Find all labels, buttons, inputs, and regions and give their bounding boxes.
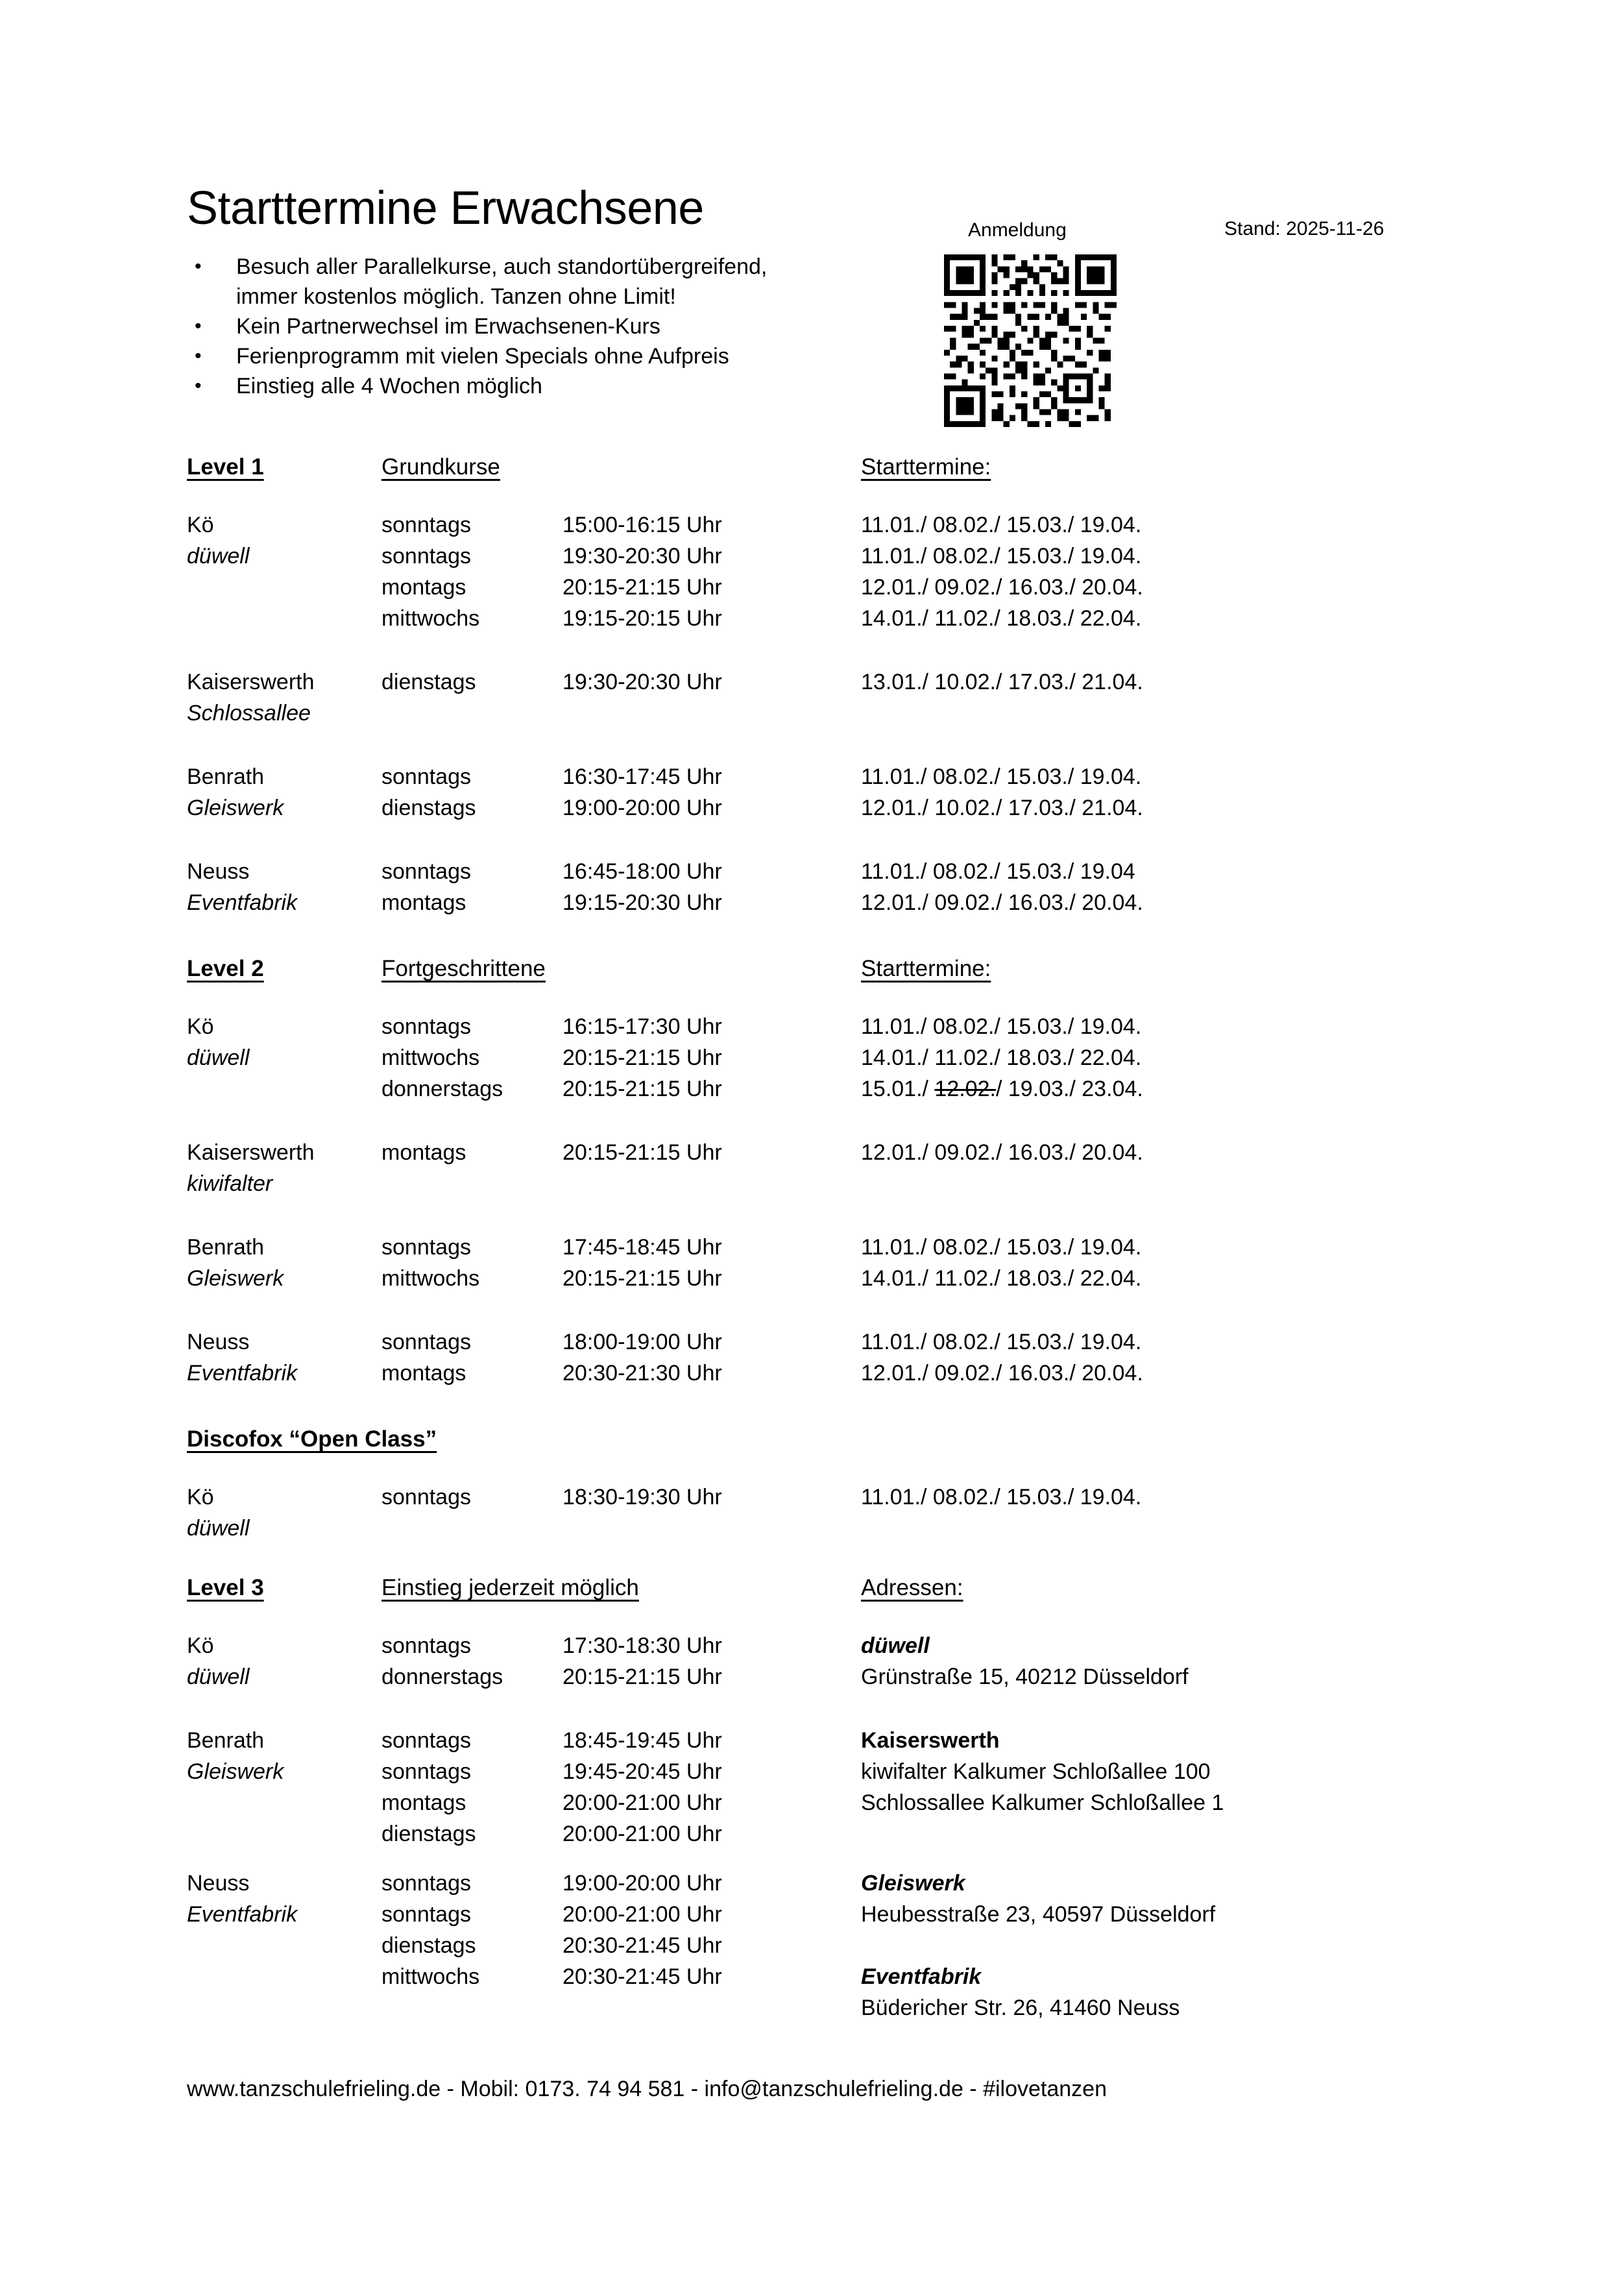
table-row [0, 1266, 1622, 1297]
address-venue-name: düwell [861, 1633, 930, 1658]
start-dates-text: 11.01./ 08.02./ 15.03./ 19.04. [861, 544, 1142, 568]
table-row [0, 1045, 1622, 1077]
section-subheading-level3: Einstieg jederzeit möglich [381, 1575, 639, 1600]
list-item-label: Besuch aller Parallelkurse, auch standortübergreifend, [236, 254, 768, 279]
table-row [0, 796, 1622, 827]
list-item [187, 311, 920, 341]
time-cell: 20:30-21:45 Uhr [563, 1964, 722, 1989]
weekday-cell: mittwochs [381, 1266, 480, 1291]
time-cell: 20:15-21:15 Uhr [563, 1077, 722, 1101]
location-name: Kö [187, 1014, 214, 1039]
start-dates-cell [861, 1235, 1141, 1260]
weekday-cell: sonntags [381, 1871, 471, 1896]
weekday-cell: sonntags [381, 544, 471, 568]
time-cell: 20:15-21:15 Uhr [563, 1140, 722, 1165]
weekday-cell: sonntags [381, 1902, 471, 1927]
address-line: kiwifalter Kalkumer Schloßallee 100 [861, 1759, 1211, 1784]
time-cell: 19:30-20:30 Uhr [563, 544, 722, 568]
table-row [0, 1330, 1622, 1361]
time-cell: 18:00-19:00 Uhr [563, 1330, 722, 1354]
table-row [0, 764, 1622, 796]
table-row [0, 890, 1622, 922]
start-dates-text: 15.01./ [861, 1077, 935, 1101]
weekday-cell: montags [381, 890, 466, 915]
start-dates-cell [861, 606, 1141, 631]
start-dates-text: 11.01./ 08.02./ 15.03./ 19.04 [861, 859, 1135, 884]
start-dates-cell [861, 1485, 1141, 1510]
table-row [0, 670, 1622, 701]
start-dates-cell [861, 890, 1143, 916]
table-row [0, 1728, 1622, 1759]
weekday-cell: montags [381, 1140, 466, 1165]
weekday-cell: dienstags [381, 796, 476, 820]
venue-name: düwell [187, 1045, 250, 1070]
start-dates-cell [861, 1330, 1141, 1355]
weekday-cell: sonntags [381, 1485, 471, 1509]
time-cell: 16:30-17:45 Uhr [563, 764, 722, 789]
time-cell: 19:15-20:15 Uhr [563, 606, 722, 631]
time-cell: 20:30-21:30 Uhr [563, 1361, 722, 1386]
time-cell: 20:15-21:15 Uhr [563, 1665, 722, 1689]
table-row [0, 1516, 1622, 1547]
weekday-cell: sonntags [381, 513, 471, 537]
weekday-cell: sonntags [381, 1633, 471, 1658]
start-dates-cell [861, 1077, 1143, 1102]
start-dates-text: / 19.03./ 23.04. [995, 1077, 1143, 1101]
section-dates-heading-level2: Starttermine: [861, 956, 991, 981]
table-row [0, 1140, 1622, 1171]
section-subheading-level2: Fortgeschrittene [381, 956, 546, 981]
start-dates-text: 12.01./ 09.02./ 16.03./ 20.04. [861, 575, 1143, 600]
weekday-cell: montags [381, 575, 466, 600]
bullet-icon: • [195, 345, 202, 367]
anmeldung-label: Anmeldung [968, 219, 1067, 241]
list-item-label: Einstieg alle 4 Wochen möglich [236, 374, 542, 398]
list-item-label: Kein Partnerwechsel im Erwachsenen-Kurs [236, 314, 660, 339]
table-row [0, 1665, 1622, 1696]
table-row [0, 1235, 1622, 1266]
stand-date-label: Stand: 2025-11-26 [1224, 218, 1385, 239]
time-cell: 19:00-20:00 Uhr [563, 1871, 722, 1896]
section-heading-level2: Level 2 [187, 956, 264, 981]
location-name: Neuss [187, 1871, 250, 1896]
table-row [0, 1485, 1622, 1516]
start-dates-text: 14.01./ 11.02./ 18.03./ 22.04. [861, 606, 1142, 631]
time-cell: 19:30-20:30 Uhr [563, 670, 722, 694]
location-name: Kaiserswerth [187, 670, 315, 694]
start-dates-text: 14.01./ 11.02./ 18.03./ 22.04. [861, 1045, 1142, 1070]
time-cell: 16:45-18:00 Uhr [563, 859, 722, 884]
venue-name: Gleiswerk [187, 1266, 284, 1291]
table-row [0, 1633, 1622, 1665]
address-line: Büdericher Str. 26, 41460 Neuss [861, 1996, 1180, 2020]
table-row [0, 1077, 1622, 1108]
weekday-cell: mittwochs [381, 1045, 480, 1070]
table-row [0, 513, 1622, 544]
section-heading-level1: Level 1 [187, 454, 264, 480]
venue-name: Gleiswerk [187, 1759, 284, 1784]
table-row [0, 1902, 1622, 1933]
section-subheading-level1: Grundkurse [381, 454, 500, 480]
page-title: Starttermine Erwachsene [187, 182, 704, 234]
section-dates-heading-level3: Adressen: [861, 1575, 963, 1600]
venue-name: Gleiswerk [187, 796, 284, 820]
location-name: Neuss [187, 859, 250, 884]
weekday-cell: sonntags [381, 1759, 471, 1784]
bullet-icon: • [195, 315, 202, 337]
time-cell: 15:00-16:15 Uhr [563, 513, 722, 537]
list-item-label: immer kostenlos möglich. Tanzen ohne Limit! [236, 284, 676, 309]
time-cell: 20:15-21:15 Uhr [563, 1045, 722, 1070]
weekday-cell: dienstags [381, 670, 476, 694]
start-dates-cell [861, 1361, 1143, 1386]
start-dates-cell [861, 1266, 1141, 1291]
venue-name: Eventfabrik [187, 890, 298, 915]
list-item [187, 341, 920, 371]
table-row [0, 1361, 1622, 1392]
address-line: Grünstraße 15, 40212 Düsseldorf [861, 1665, 1189, 1689]
weekday-cell: sonntags [381, 859, 471, 884]
time-cell: 20:30-21:45 Uhr [563, 1933, 722, 1958]
table-row [0, 575, 1622, 606]
start-dates-text: 11.01./ 08.02./ 15.03./ 19.04. [861, 513, 1142, 537]
start-dates-cell [861, 670, 1143, 695]
location-name: Benrath [187, 764, 265, 789]
cancelled-date: 12.02. [934, 1077, 996, 1101]
start-dates-cell [861, 513, 1141, 538]
start-dates-cell [861, 1014, 1141, 1040]
table-row [0, 859, 1622, 890]
bullet-list [187, 252, 920, 401]
table-row [0, 1933, 1622, 1964]
location-name: Neuss [187, 1330, 250, 1354]
table-row [0, 1790, 1622, 1822]
start-dates-cell [861, 764, 1141, 790]
start-dates-text: 12.01./ 10.02./ 17.03./ 21.04. [861, 796, 1143, 820]
table-row [0, 1171, 1622, 1203]
table-row [0, 1871, 1622, 1902]
weekday-cell: montags [381, 1361, 466, 1386]
weekday-cell: mittwochs [381, 1964, 480, 1989]
location-name: Kö [187, 513, 214, 537]
weekday-cell: sonntags [381, 764, 471, 789]
table-row [0, 1822, 1622, 1853]
address-venue-name: Kaiserswerth [861, 1728, 1000, 1753]
time-cell: 18:45-19:45 Uhr [563, 1728, 722, 1753]
weekday-cell: sonntags [381, 1014, 471, 1039]
qr-code-icon [944, 254, 1117, 427]
time-cell: 19:00-20:00 Uhr [563, 796, 722, 820]
venue-name: düwell [187, 544, 250, 568]
time-cell: 20:00-21:00 Uhr [563, 1790, 722, 1815]
start-dates-text: 11.01./ 08.02./ 15.03./ 19.04. [861, 1014, 1142, 1039]
list-item [187, 252, 920, 311]
venue-name: düwell [187, 1516, 250, 1541]
start-dates-cell [861, 575, 1143, 600]
section-heading-discofox: Discofox “Open Class” [187, 1426, 437, 1452]
address-line: Schlossallee Kalkumer Schloßallee 1 [861, 1790, 1224, 1815]
venue-name: düwell [187, 1665, 250, 1689]
time-cell: 19:15-20:30 Uhr [563, 890, 722, 915]
address-venue-name: Eventfabrik [861, 1964, 982, 1989]
start-dates-text: 14.01./ 11.02./ 18.03./ 22.04. [861, 1266, 1142, 1291]
location-name: Benrath [187, 1728, 265, 1753]
section-dates-heading-level1: Starttermine: [861, 454, 991, 480]
start-dates-cell [861, 1140, 1143, 1166]
venue-name: kiwifalter [187, 1171, 273, 1196]
start-dates-cell [861, 859, 1135, 885]
start-dates-cell [861, 544, 1141, 569]
bullet-icon: • [195, 256, 202, 277]
start-dates-text: 11.01./ 08.02./ 15.03./ 19.04. [861, 1235, 1142, 1260]
list-item [187, 371, 920, 401]
weekday-cell: donnerstags [381, 1665, 503, 1689]
weekday-cell: dienstags [381, 1822, 476, 1846]
location-name: Kö [187, 1485, 214, 1509]
start-dates-cell [861, 796, 1143, 821]
weekday-cell: donnerstags [381, 1077, 503, 1101]
start-dates-text: 12.01./ 09.02./ 16.03./ 20.04. [861, 1140, 1143, 1165]
time-cell: 20:00-21:00 Uhr [563, 1902, 722, 1927]
weekday-cell: mittwochs [381, 606, 480, 631]
start-dates-text: 11.01./ 08.02./ 15.03./ 19.04. [861, 764, 1142, 789]
table-row [0, 606, 1622, 637]
footer-contact: www.tanzschulefrieling.de - Mobil: 0173. 74 94 581 - info@tanzschulefrieling.de - #ilovetanzen [187, 2077, 1107, 2101]
table-row [0, 1759, 1622, 1790]
venue-name: Eventfabrik [187, 1902, 298, 1927]
start-dates-text: 12.01./ 09.02./ 16.03./ 20.04. [861, 1361, 1143, 1386]
time-cell: 16:15-17:30 Uhr [563, 1014, 722, 1039]
start-dates-cell [861, 1045, 1141, 1071]
time-cell: 18:30-19:30 Uhr [563, 1485, 722, 1509]
weekday-cell: sonntags [381, 1330, 471, 1354]
table-row [0, 1014, 1622, 1045]
start-dates-text: 11.01./ 08.02./ 15.03./ 19.04. [861, 1485, 1142, 1509]
weekday-cell: montags [381, 1790, 466, 1815]
address-line: Heubesstraße 23, 40597 Düsseldorf [861, 1902, 1216, 1927]
time-cell: 20:15-21:15 Uhr [563, 1266, 722, 1291]
section-heading-level3: Level 3 [187, 1575, 264, 1600]
table-row [0, 1964, 1622, 1996]
table-row [0, 701, 1622, 732]
time-cell: 20:15-21:15 Uhr [563, 575, 722, 600]
list-item-label: Ferienprogramm mit vielen Specials ohne Aufpreis [236, 344, 729, 369]
time-cell: 17:30-18:30 Uhr [563, 1633, 722, 1658]
time-cell: 17:45-18:45 Uhr [563, 1235, 722, 1260]
table-row [0, 544, 1622, 575]
start-dates-text: 11.01./ 08.02./ 15.03./ 19.04. [861, 1330, 1142, 1354]
venue-name: Eventfabrik [187, 1361, 298, 1386]
time-cell: 20:00-21:00 Uhr [563, 1822, 722, 1846]
weekday-cell: sonntags [381, 1235, 471, 1260]
qr-code[interactable] [944, 254, 1117, 427]
address-venue-name: Gleiswerk [861, 1871, 965, 1896]
start-dates-text: 13.01./ 10.02./ 17.03./ 21.04. [861, 670, 1143, 694]
location-name: Benrath [187, 1235, 265, 1260]
weekday-cell: dienstags [381, 1933, 476, 1958]
time-cell: 19:45-20:45 Uhr [563, 1759, 722, 1784]
location-name: Kö [187, 1633, 214, 1658]
start-dates-text: 12.01./ 09.02./ 16.03./ 20.04. [861, 890, 1143, 915]
venue-name: Schlossallee [187, 701, 311, 726]
bullet-icon: • [195, 375, 202, 397]
location-name: Kaiserswerth [187, 1140, 315, 1165]
weekday-cell: sonntags [381, 1728, 471, 1753]
